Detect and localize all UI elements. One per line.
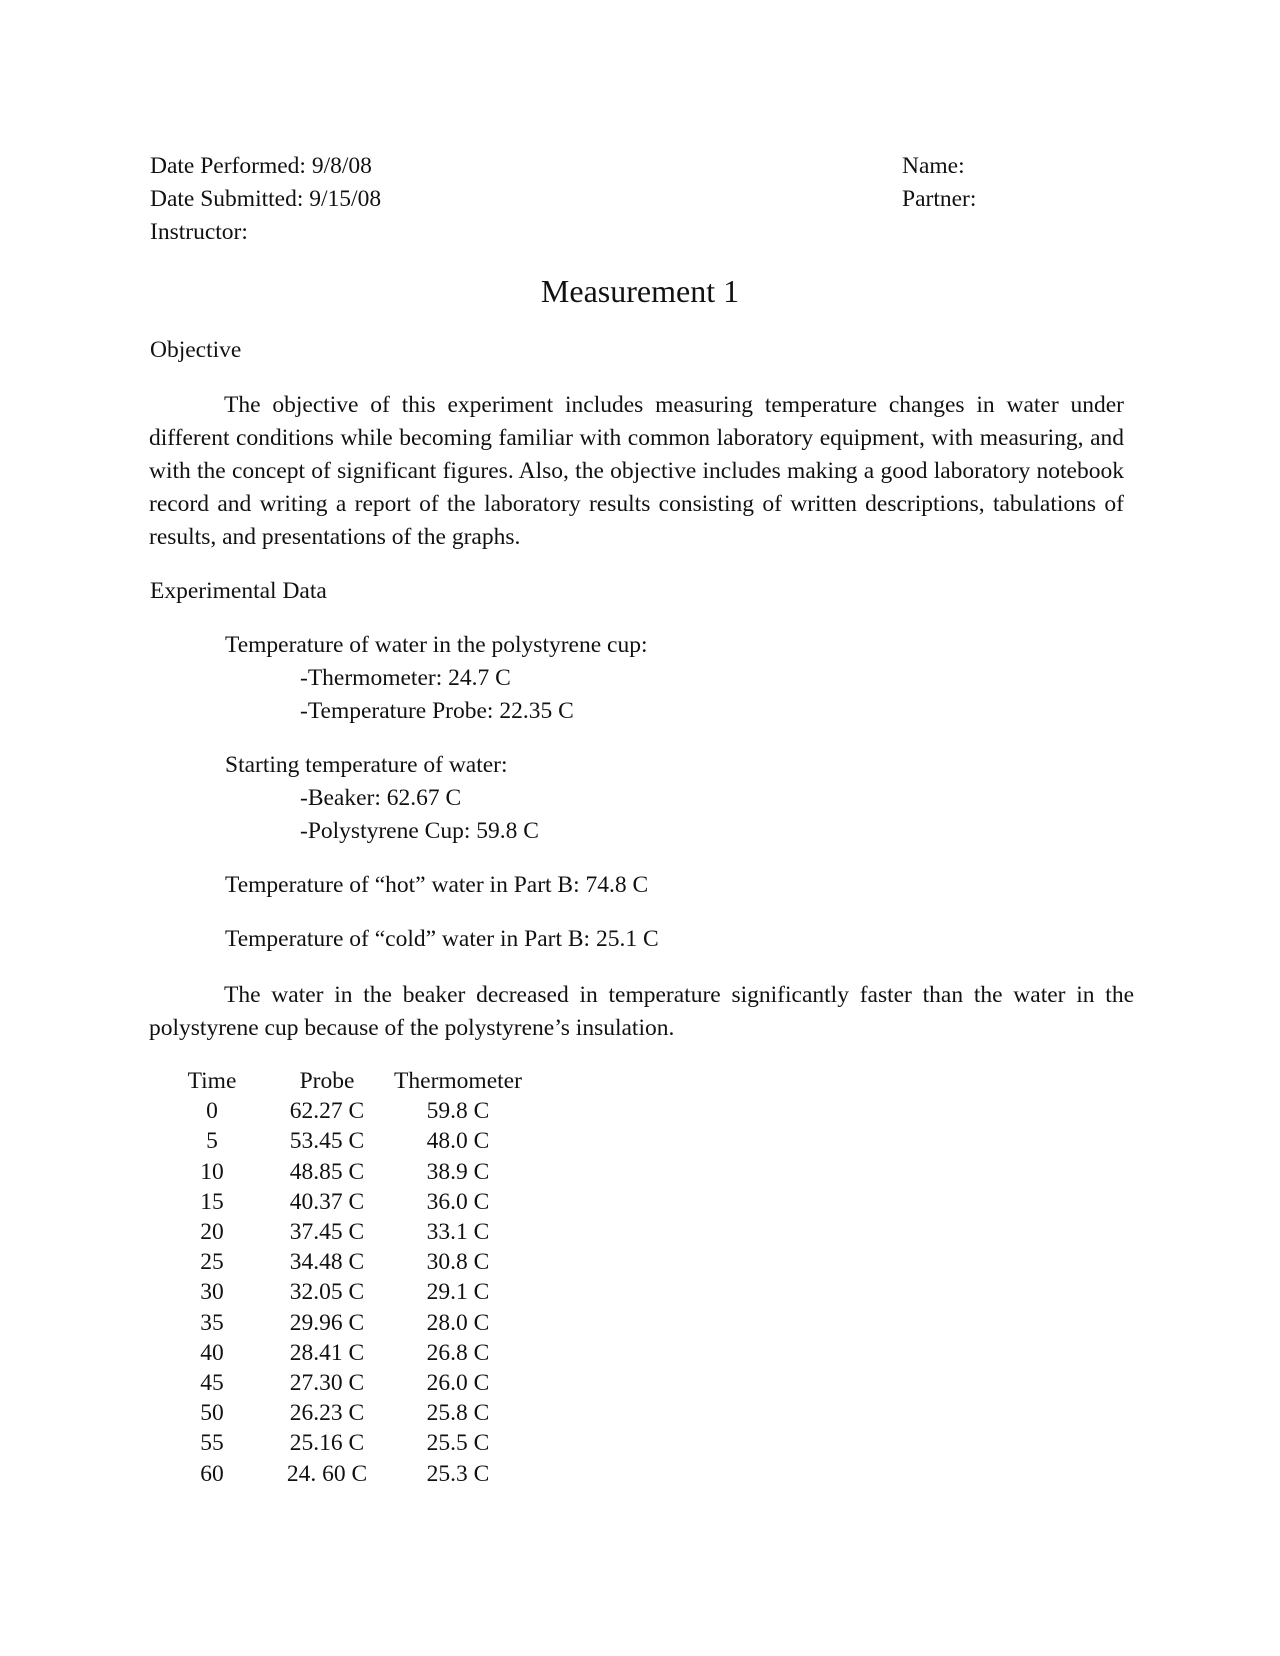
thermometer-cell: 36.0 C bbox=[426, 1188, 490, 1215]
time-cell: 20 bbox=[200, 1219, 224, 1246]
time-cell: 50 bbox=[200, 1400, 224, 1427]
probe-cell: 34.48 C bbox=[289, 1249, 365, 1276]
time-cell: 35 bbox=[200, 1309, 224, 1336]
date-performed: Date Performed: 9/8/08 bbox=[150, 153, 372, 179]
table-row bbox=[160, 1187, 526, 1217]
time-cell: 45 bbox=[200, 1370, 224, 1397]
conclusion-text: The water in the beaker decreased in temperature significantly faster than the water in the polystyrene cup because of the polystyrene’s insulation. bbox=[149, 982, 1134, 1041]
cold-water-reading: Temperature of “cold” water in Part B: 25.1 C bbox=[225, 926, 659, 952]
thermometer-cell: 25.8 C bbox=[426, 1400, 490, 1427]
thermometer-cell: 25.5 C bbox=[426, 1430, 490, 1457]
cup-probe-reading: -Temperature Probe: 22.35 C bbox=[300, 698, 574, 724]
starting-beaker-reading: -Beaker: 62.67 C bbox=[300, 785, 462, 811]
cup-temperature-heading: Temperature of water in the polystyrene cup: bbox=[225, 632, 648, 658]
time-cell: 5 bbox=[206, 1128, 218, 1155]
table-row bbox=[160, 1398, 526, 1428]
probe-cell: 26.23 C bbox=[289, 1400, 365, 1427]
time-cell: 10 bbox=[200, 1158, 224, 1185]
table-row bbox=[160, 1277, 526, 1307]
probe-cell: 48.85 C bbox=[289, 1158, 365, 1185]
table-row bbox=[160, 1157, 526, 1187]
table-row bbox=[160, 1096, 526, 1126]
probe-cell: 40.37 C bbox=[289, 1188, 365, 1215]
probe-cell: 25.16 C bbox=[289, 1430, 365, 1457]
cup-thermometer-reading: -Thermometer: 24.7 C bbox=[300, 665, 511, 691]
time-cell: 15 bbox=[200, 1188, 224, 1215]
probe-cell: 62.27 C bbox=[289, 1098, 365, 1125]
temperature-table bbox=[160, 1066, 526, 1489]
column-header-time: Time bbox=[187, 1068, 237, 1094]
table-row bbox=[160, 1308, 526, 1338]
time-cell: 55 bbox=[200, 1430, 224, 1457]
probe-cell: 53.45 C bbox=[289, 1128, 365, 1155]
objective-text: The objective of this experiment includes measuring temperature changes in water under different conditions while becoming familiar with common laboratory equipment, with measuring, and with the concept of significant figures. Also, the objective includes making a good laboratory notebook record and writing a report of the laboratory results consisting of written descriptions, tabulations of results, and presentations of the graphs. bbox=[149, 392, 1124, 550]
starting-temperature-heading: Starting temperature of water: bbox=[225, 752, 508, 778]
probe-cell: 28.41 C bbox=[289, 1339, 365, 1366]
instructor-label: Instructor: bbox=[150, 219, 248, 245]
probe-cell: 27.30 C bbox=[289, 1370, 365, 1397]
thermometer-cell: 59.8 C bbox=[426, 1098, 490, 1125]
thermometer-cell: 26.0 C bbox=[426, 1370, 490, 1397]
thermometer-cell: 29.1 C bbox=[426, 1279, 490, 1306]
table-row bbox=[160, 1459, 526, 1489]
table-row bbox=[160, 1247, 526, 1277]
objective-paragraph bbox=[149, 389, 1124, 554]
thermometer-cell: 28.0 C bbox=[426, 1309, 490, 1336]
column-header-thermometer: Thermometer bbox=[394, 1068, 522, 1094]
conclusion-paragraph bbox=[149, 979, 1134, 1045]
time-cell: 30 bbox=[200, 1279, 224, 1306]
time-cell: 25 bbox=[200, 1249, 224, 1276]
table-header-row bbox=[160, 1066, 526, 1096]
probe-cell: 24. 60 C bbox=[286, 1460, 368, 1487]
column-header-probe: Probe bbox=[299, 1068, 355, 1094]
experimental-data-heading: Experimental Data bbox=[150, 578, 327, 604]
thermometer-cell: 48.0 C bbox=[426, 1128, 490, 1155]
thermometer-cell: 26.8 C bbox=[426, 1339, 490, 1366]
thermometer-cell: 33.1 C bbox=[426, 1219, 490, 1246]
starting-cup-reading: -Polystyrene Cup: 59.8 C bbox=[300, 818, 539, 844]
time-cell: 60 bbox=[200, 1460, 224, 1487]
thermometer-cell: 38.9 C bbox=[426, 1158, 490, 1185]
time-cell: 40 bbox=[200, 1339, 224, 1366]
table-row bbox=[160, 1368, 526, 1398]
table-row bbox=[160, 1338, 526, 1368]
probe-cell: 32.05 C bbox=[289, 1279, 365, 1306]
objective-heading: Objective bbox=[150, 337, 242, 363]
table-row bbox=[160, 1126, 526, 1156]
table-row bbox=[160, 1217, 526, 1247]
hot-water-reading: Temperature of “hot” water in Part B: 74.8 C bbox=[225, 872, 649, 898]
name-label: Name: bbox=[902, 153, 965, 179]
probe-cell: 29.96 C bbox=[289, 1309, 365, 1336]
thermometer-cell: 25.3 C bbox=[426, 1460, 490, 1487]
page-title: Measurement 1 bbox=[540, 273, 740, 309]
table-row bbox=[160, 1428, 526, 1458]
probe-cell: 37.45 C bbox=[289, 1219, 365, 1246]
partner-label: Partner: bbox=[902, 186, 977, 212]
time-cell: 0 bbox=[206, 1098, 218, 1125]
thermometer-cell: 30.8 C bbox=[426, 1249, 490, 1276]
date-submitted: Date Submitted: 9/15/08 bbox=[150, 186, 382, 212]
